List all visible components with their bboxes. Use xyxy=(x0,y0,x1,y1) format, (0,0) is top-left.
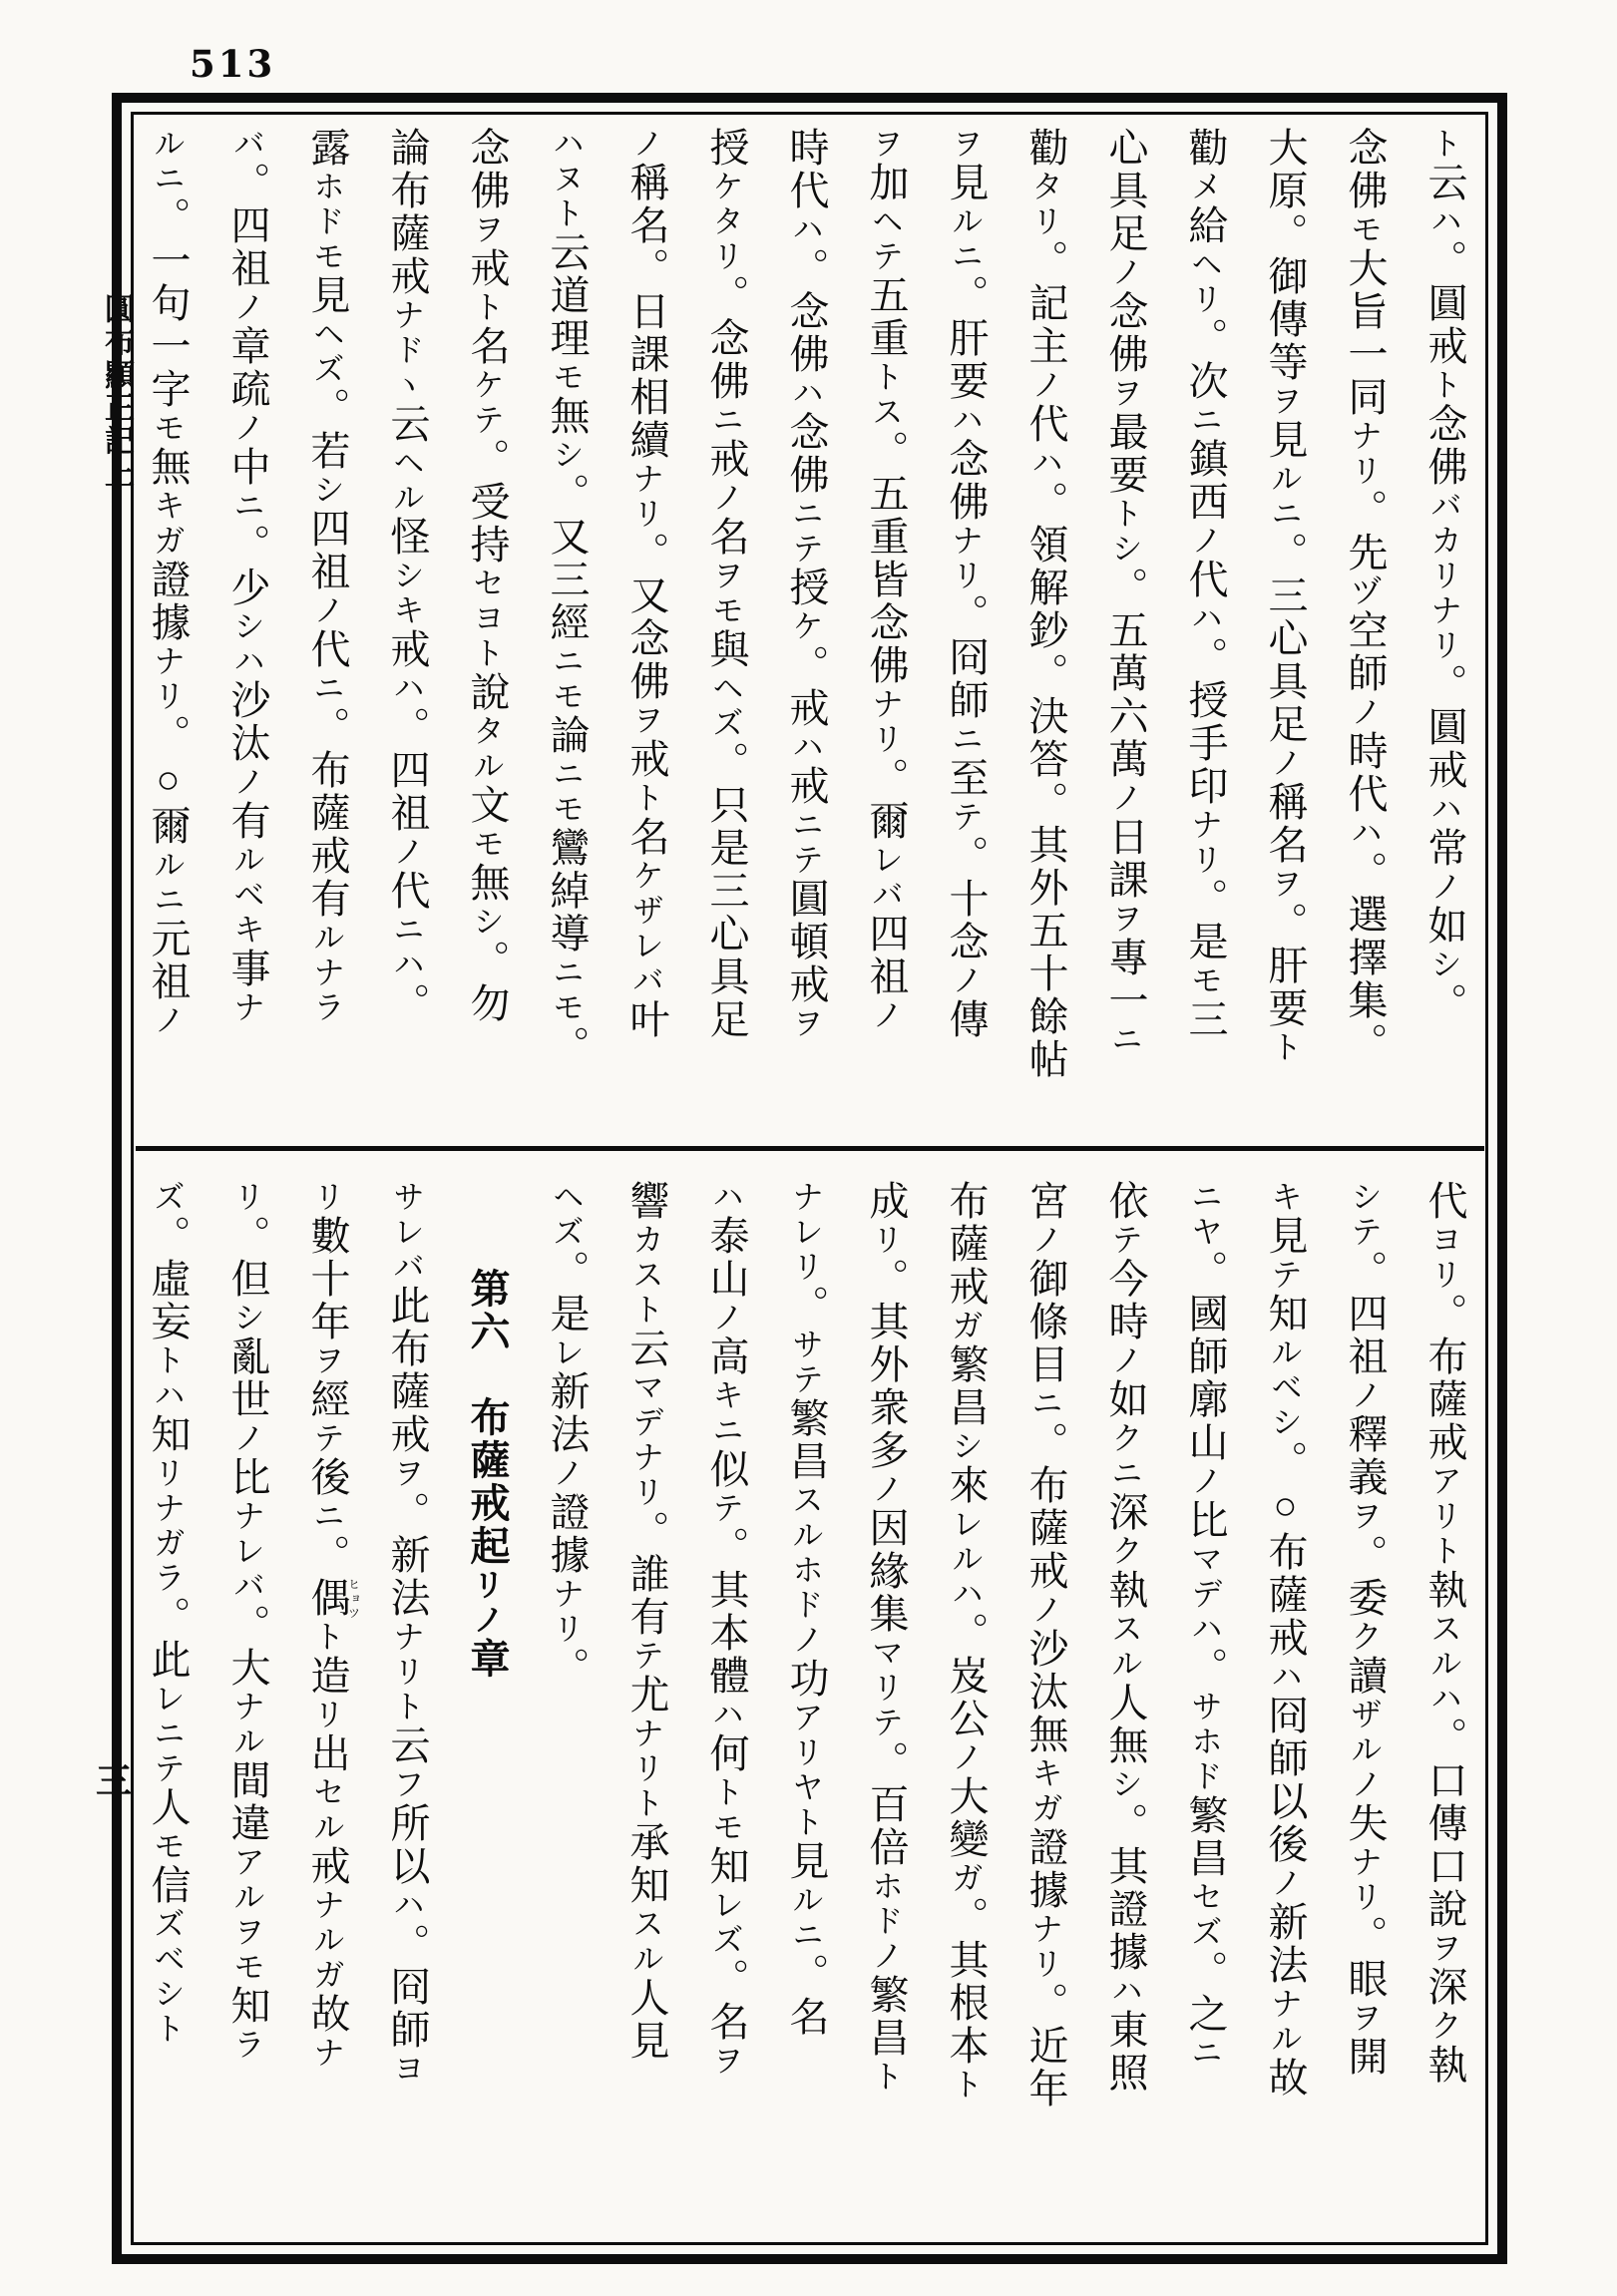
bottom-text-block xyxy=(128,1180,1484,2239)
text-column-14: サレバ此布薩戒ヲ。新法ナリト云フ所以ハ。冏師ヨ xyxy=(385,1180,430,2087)
text-column-13: 第六 布薩戒起リノ章 xyxy=(465,1268,510,1681)
text-column-8: ヲ加ヘテ五重トス。五重皆念佛ナリ。爾レバ四祖ノ xyxy=(864,127,909,1033)
top-text-block xyxy=(128,127,1484,1142)
page-number: 513 xyxy=(190,42,276,86)
text-column-16: リ。但シ亂世ノ比ナレバ。大ナル間違アルヲモ知ラ xyxy=(225,1180,270,2063)
text-column-17: ルニ。一句一字モ無キガ證據ナリ。○爾ルニ元祖ノ xyxy=(146,127,191,1038)
text-column-15: リ數十年ヲ經テ後ニ。偶ヒョツト造リ出セル戒ナルガ故ナ xyxy=(305,1180,361,2071)
text-column-8: 成リ。其外衆多ノ因緣集マリテ。百倍ホドノ繁昌ト xyxy=(864,1180,909,2095)
text-column-11: ノ稱名。日課相續ナリ。又念佛ヲ戒ト名ケザレバ叶 xyxy=(624,127,669,1041)
margin-page-marker: 三 xyxy=(96,1761,133,1801)
text-column-6: 宮ノ御條目ニ。布薩戒ノ沙汰無キガ證據ナリ。近年 xyxy=(1023,1180,1068,2110)
text-column-9: 時代ハ。念佛ハ念佛ニテ授ケ。戒ハ戒ニテ圓頓戒ヲ xyxy=(784,127,829,1041)
text-column-17: ズ。虛妄トハ知リナガラ。此レニテ人モ信ズベシト xyxy=(146,1180,191,2047)
text-column-11: 響カスト云マデナリ。誰有テ尤ナリト承知スル人見 xyxy=(624,1180,669,2063)
text-column-16: バ。四祖ノ章疏ノ中ニ。少シハ沙汰ノ有ルベキ事ナ xyxy=(225,127,270,1025)
block-divider xyxy=(136,1146,1484,1151)
text-column-1: ト云ハ。圓戒ト念佛バカリナリ。圓戒ハ常ノ如シ。 xyxy=(1422,127,1467,1025)
text-column-10: ハ泰山ノ高キニ似テ。其本體ハ何トモ知レズ。名ヲ xyxy=(704,1180,749,2079)
text-column-12: ハヌト云道理モ無シ。又三經ニモ論ニモ鸞綽導ニモ。 xyxy=(545,127,590,1068)
text-column-4: 勸メ給ヘリ。次ニ鎮西ノ代ハ。授手印ナリ。是モ三 xyxy=(1183,127,1228,1041)
text-column-9: ナレリ。サテ繁昌スルホドノ功アリヤト見ルニ。名 xyxy=(784,1180,829,2039)
text-column-15: 露ホドモ見ヘズ。若シ四祖ノ代ニ。布薩戒有ルナラ xyxy=(305,127,350,1025)
text-column-4: ニヤ。國師廓山ノ比マデハ。サホド繁昌セズ。之ニ xyxy=(1183,1180,1228,2071)
text-column-7: ヲ見ルニ。肝要ハ念佛ナリ。冏師ニ至テ。十念ノ傳 xyxy=(944,127,989,1041)
text-column-12: ヘズ。是レ新法ノ證據ナリ。 xyxy=(545,1180,590,1690)
text-column-10: 授ケタリ。念佛ニ戒ノ名ヲモ與ヘズ。只是三心具足 xyxy=(704,127,749,1041)
text-column-7: 布薩戒ガ繁昌シ來レルハ。岌公ノ大變ガ。其根本ト xyxy=(944,1180,989,2103)
text-column-5: 心具足ノ念佛ヲ最要トシ。五萬六萬ノ日課ヲ專一ニ xyxy=(1103,127,1148,1057)
text-column-6: 勸タリ。記主ノ代ハ。領解鈔。決答。其外五十餘帖 xyxy=(1023,127,1068,1081)
text-column-14: 論布薩戒ナドヽ云ヘル怪シキ戒ハ。四祖ノ代ニハ。 xyxy=(385,127,430,1025)
text-column-3: キ見テ知ルベシ。○布薩戒ハ冏師以後ノ新法ナル故 xyxy=(1263,1180,1308,2100)
text-column-2: 念佛モ大旨一同ナリ。先ヅ空師ノ時代ハ。選擇集。 xyxy=(1343,127,1388,1065)
margin-title: 圓布顯正記上 xyxy=(100,293,133,491)
text-column-13: 念佛ヲ戒ト名ケテ。受持セヨト說タル文モ無シ。勿 xyxy=(465,127,510,1025)
text-column-1: 代ヨリ。布薩戒アリト執スルハ。口傳口說ヲ深ク執 xyxy=(1422,1180,1467,2087)
text-column-2: シテ。四祖ノ釋義ヲ。委ク讀ザルノ失ナリ。眼ヲ開 xyxy=(1343,1180,1388,2079)
text-column-3: 大原。御傳等ヲ見ルニ。三心具足ノ稱名ヲ。肝要ト xyxy=(1263,127,1308,1065)
text-column-5: 依テ今時ノ如クニ深ク執スル人無シ。其證據ハ東照 xyxy=(1103,1180,1148,2095)
